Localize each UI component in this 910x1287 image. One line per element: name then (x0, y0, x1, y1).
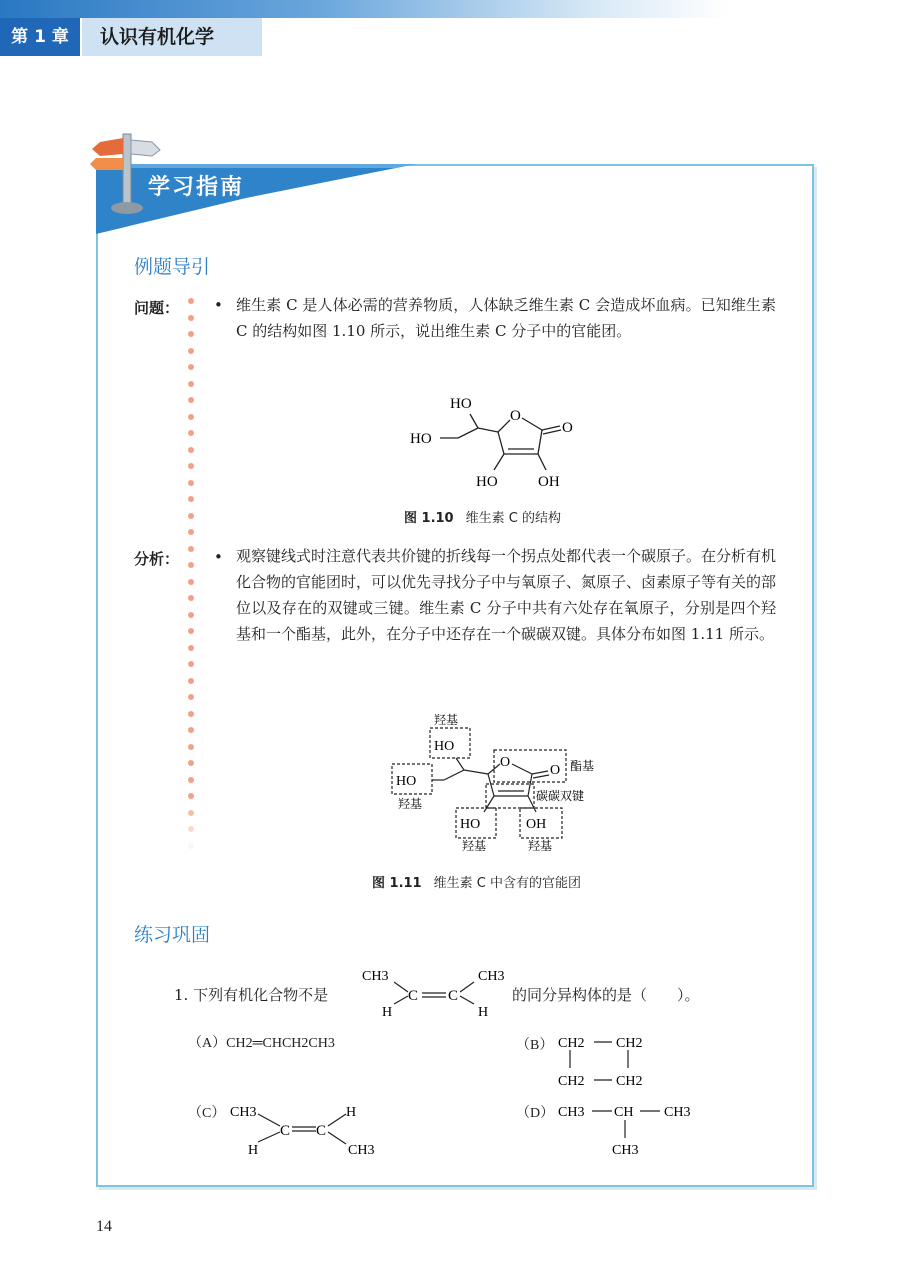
divider-dot (188, 513, 194, 519)
figure-1-10-caption (404, 507, 561, 526)
atom-ho-bottom: HO (476, 474, 498, 490)
divider-dot (188, 381, 194, 387)
atom2-ho-bottom: HO (460, 817, 481, 832)
option-a-label: （A） (188, 1036, 227, 1051)
divider-dot (188, 612, 194, 618)
option-d-structure (556, 1096, 706, 1162)
atom-o-ring: O (510, 408, 521, 424)
divider-dot (188, 562, 194, 568)
atom2-oh-bottom: OH (526, 817, 547, 832)
option-c-c-right: C (316, 1123, 327, 1139)
figure-1-11-caption (372, 872, 581, 891)
divider-dot (188, 628, 194, 634)
divider-dot (188, 843, 194, 849)
stem-h-left: H (382, 1005, 393, 1020)
example-heading: 例题导引 (134, 256, 211, 278)
divider-dot (188, 463, 194, 469)
divider-dot (188, 430, 194, 436)
divider-dot (188, 447, 194, 453)
atom-ho-top: HO (450, 396, 472, 412)
option-c-c-left: C (280, 1123, 291, 1139)
figure-1-11-caption-text: 维生素 C 中含有的官能团 (433, 876, 581, 891)
atom2-o-carbonyl: O (550, 763, 561, 778)
figure-1-11-number: 图 1.11 (372, 876, 422, 891)
divider-dot (188, 364, 194, 370)
chapter-title: 认识有机化学 (82, 18, 262, 56)
divider-dot (188, 793, 194, 799)
atom-ho-left: HO (410, 431, 432, 447)
divider-dot (188, 727, 194, 733)
atom-o-carbonyl: O (562, 420, 573, 436)
analysis-bullet: • (214, 548, 223, 566)
label-hydroxyl-bl: 羟基 (462, 839, 487, 853)
divider-dot (188, 645, 194, 651)
divider-dot (188, 331, 194, 337)
stem-ch3-right: CH3 (478, 969, 505, 984)
stem-c-right: C (448, 988, 459, 1004)
option-c-label[interactable]: （C） (188, 1106, 226, 1121)
analysis-text: 观察键线式时注意代表共价键的折线每一个拐点处都代表一个碳原子。在分析有机化合物的官能团时，可以优先寻找分子中与氧原子、氮原子、卤素原子等有关的部位以及存在的双键或三键。维生素 C 分子中共有六处存在氧原子，分别是四个羟基和一个酯基，此外，在分子中还存在一个碳碳双键。具体分布如图 1.11 所示。 (236, 547, 777, 643)
atom2-o-ring: O (500, 755, 511, 770)
figure-1-11-functional-groups (386, 708, 606, 858)
atom2-ho-top: HO (434, 739, 455, 754)
divider-dot (188, 298, 194, 304)
option-b-structure (556, 1026, 666, 1092)
stem-h-right: H (478, 1005, 489, 1020)
option-c-ch3-bottom: CH3 (348, 1143, 375, 1158)
divider-dot (188, 529, 194, 535)
divider-dot (188, 546, 194, 552)
figure-1-10-number: 图 1.10 (404, 511, 454, 526)
option-b-br: CH2 (616, 1074, 643, 1089)
figure-1-10-structure (400, 388, 590, 498)
analysis-label: 分析： (134, 550, 180, 568)
problem-text: 维生素 C 是人体必需的营养物质，人体缺乏维生素 C 会造成坏血病。已知维生素 C 的结构如图 1.10 所示，说出维生素 C 分子中的官能团。 (236, 296, 776, 340)
option-c-structure (228, 1096, 398, 1162)
label-hydroxyl-br: 羟基 (528, 839, 553, 853)
dotted-divider (188, 298, 194, 858)
option-d-left: CH3 (558, 1105, 585, 1120)
option-d-mid: CH (614, 1105, 634, 1120)
option-d-right: CH3 (664, 1105, 691, 1120)
divider-dot (188, 826, 194, 832)
problem-label: 问题： (134, 299, 180, 317)
divider-dot (188, 694, 194, 700)
divider-dot (188, 315, 194, 321)
option-c-h-bottom: H (248, 1143, 259, 1158)
option-b-tr: CH2 (616, 1036, 643, 1051)
option-c-ch3-top: CH3 (230, 1105, 257, 1120)
guide-title: 学习指南 (148, 175, 245, 200)
option-d-label[interactable]: （D） (516, 1106, 555, 1121)
option-a-formula: CH2═CHCH2CH3 (226, 1036, 335, 1051)
option-c-h-top: H (346, 1105, 357, 1120)
label-hydroxyl-left: 羟基 (398, 797, 423, 811)
divider-dot (188, 678, 194, 684)
header-gradient-bar (0, 0, 910, 18)
divider-dot (188, 397, 194, 403)
label-ester: 酯基 (570, 759, 595, 773)
divider-dot (188, 579, 194, 585)
divider-dot (188, 348, 194, 354)
divider-dot (188, 480, 194, 486)
label-cc-double: 碳碳双键 (536, 789, 585, 803)
stem-ch3-left: CH3 (362, 969, 389, 984)
option-b-bl: CH2 (558, 1074, 585, 1089)
q1-stem-structure (360, 962, 520, 1022)
option-d-bottom: CH3 (612, 1143, 639, 1158)
divider-dot (188, 414, 194, 420)
stem-c-left: C (408, 988, 419, 1004)
q1-text-before: 1. 下列有机化合物不是 (174, 986, 329, 1004)
option-b-tl: CH2 (558, 1036, 585, 1051)
practice-heading: 练习巩固 (134, 924, 211, 946)
divider-dot (188, 711, 194, 717)
divider-dot (188, 760, 194, 766)
divider-dot (188, 496, 194, 502)
option-a[interactable] (188, 1032, 335, 1052)
atom-oh-bottom: OH (538, 474, 560, 490)
q1-text-after: 的同分异构体的是（ ）。 (512, 986, 700, 1004)
divider-dot (188, 744, 194, 750)
divider-dot (188, 810, 194, 816)
label-hydroxyl-top: 羟基 (434, 713, 459, 727)
page-number: 14 (96, 1218, 112, 1235)
chapter-label: 第 1 章 (0, 18, 80, 56)
divider-dot (188, 661, 194, 667)
atom2-ho-left: HO (396, 774, 417, 789)
divider-dot (188, 777, 194, 783)
option-b-label[interactable]: （B） (516, 1038, 554, 1053)
problem-bullet: • (214, 296, 223, 314)
figure-1-10-caption-text: 维生素 C 的结构 (465, 511, 561, 526)
divider-dot (188, 595, 194, 601)
